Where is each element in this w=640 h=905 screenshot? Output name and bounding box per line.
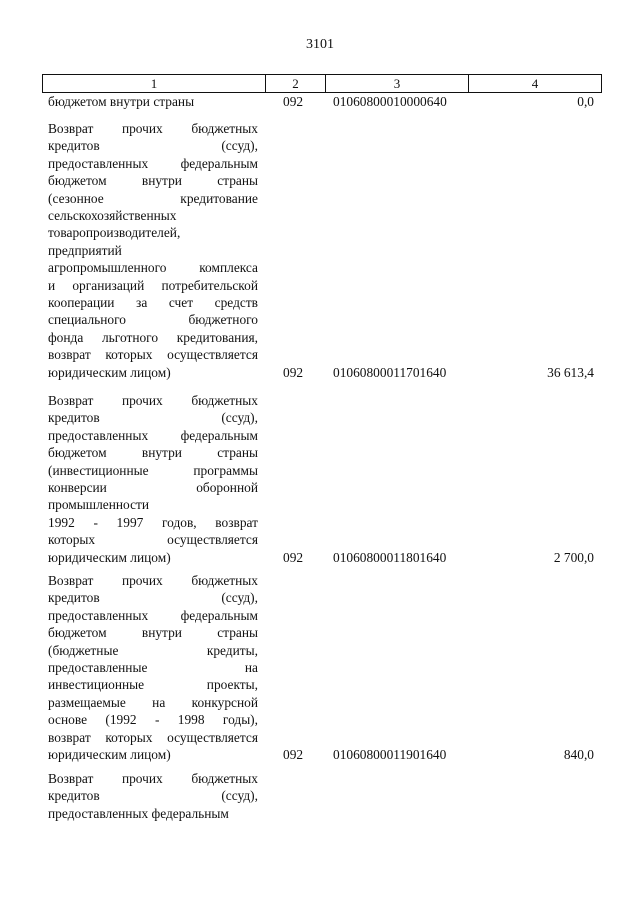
description-line: размещаемые на конкурсной [48, 694, 258, 710]
description-line: агропромышленного комплекса [48, 260, 258, 276]
budget-classification-code: 01060800010000640 [333, 94, 447, 109]
description-line: бюджетом внутри страны [48, 445, 258, 461]
description-line: предоставленных федеральным [48, 805, 229, 821]
description-line: 1992 - 1997 годов, возврат [48, 514, 258, 530]
description-line: предприятий [48, 242, 122, 258]
description-line: и организаций потребительской [48, 277, 258, 293]
description-line: промышленности [48, 497, 150, 513]
header-col-2: 2 [292, 76, 299, 91]
description-line: специального бюджетного [48, 312, 258, 328]
description-line: которых осуществляется [48, 532, 258, 548]
description-line: предоставленные на [48, 660, 258, 676]
amount-value: 2 700,0 [553, 549, 594, 565]
description-line: кредитов (ссуд), [48, 590, 258, 606]
description-line: инвестиционные проекты, [48, 677, 258, 693]
admin-code: 092 [283, 747, 304, 762]
description-line: конверсии оборонной [48, 480, 258, 496]
description-line: юридическим лицом) [48, 364, 171, 380]
page-number: 3101 [306, 37, 334, 52]
budget-classification-code: 01060800011701640 [333, 364, 447, 380]
description-line: возврат которых осуществляется [48, 347, 258, 363]
description-line: Возврат прочих бюджетных [48, 393, 258, 408]
description-line: предоставленных федеральным [48, 155, 258, 171]
description-line: юридическим лицом) [48, 549, 171, 565]
table-header [42, 74, 602, 93]
description-line: кредитов (ссуд), [48, 410, 258, 426]
description-line: бюджетом внутри страны [48, 173, 258, 189]
row-description [48, 572, 258, 763]
description-line: кредитов (ссуд), [48, 138, 258, 154]
row-description [48, 392, 258, 566]
admin-code: 092 [283, 549, 304, 565]
description-line: кооперации за счет средств [48, 295, 258, 311]
description-line: Возврат прочих бюджетных [48, 121, 258, 136]
description-line: бюджетом внутри страны [48, 94, 195, 109]
description-line: (бюджетные кредиты, [48, 642, 258, 658]
description-line: возврат которых осуществляется [48, 729, 258, 745]
description-line: (сезонное кредитование [48, 190, 258, 206]
row-description [48, 120, 258, 381]
description-line: основе (1992 - 1998 годы), [48, 712, 258, 728]
description-line: фонда льготного кредитования, [48, 329, 258, 345]
amount-value: 0,0 [577, 94, 594, 109]
admin-code: 092 [283, 94, 304, 109]
description-line: сельскохозяйственных [48, 208, 177, 224]
header-col-4: 4 [531, 76, 539, 91]
description-line: кредитов (ссуд), [48, 788, 258, 804]
row-description [48, 770, 258, 822]
budget-classification-code: 01060800011801640 [333, 549, 447, 565]
description-line: Возврат прочих бюджетных [48, 771, 258, 786]
description-line: предоставленных федеральным [48, 427, 258, 443]
row-description [48, 93, 258, 110]
header-col-1: 1 [150, 76, 158, 91]
description-line: бюджетом внутри страны [48, 625, 258, 641]
amount-value: 840,0 [563, 747, 594, 762]
budget-classification-code: 01060800011901640 [333, 747, 447, 762]
admin-code: 092 [283, 364, 304, 380]
header-col-3: 3 [393, 76, 401, 91]
description-line: юридическим лицом) [48, 747, 171, 763]
description-line: товаропроизводителей, [48, 225, 181, 241]
amount-value: 36 613,4 [547, 364, 594, 380]
description-line: (инвестиционные программы [48, 462, 258, 478]
description-line: Возврат прочих бюджетных [48, 573, 258, 588]
description-line: предоставленных федеральным [48, 607, 258, 623]
